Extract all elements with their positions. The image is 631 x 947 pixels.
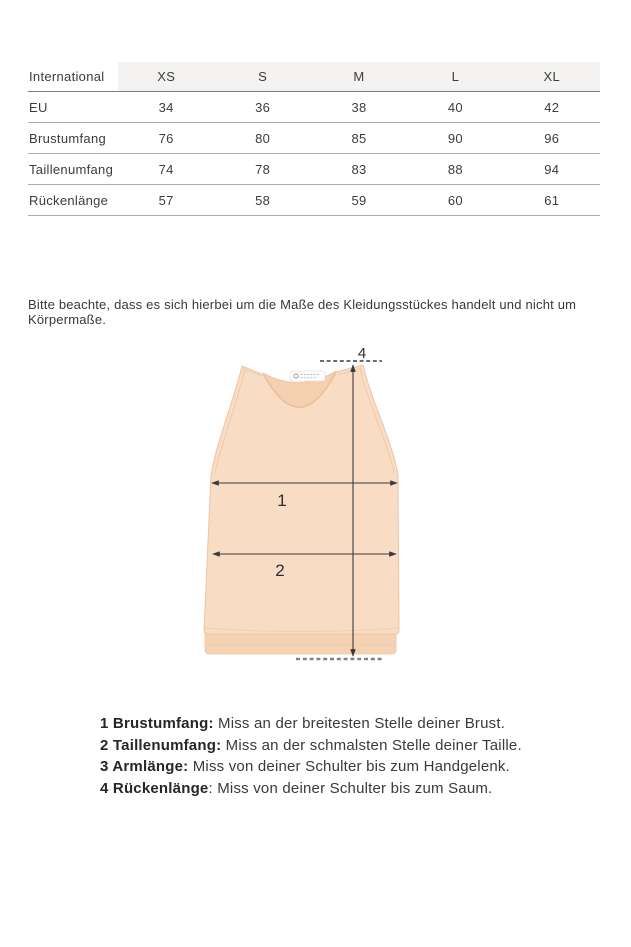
cell: 36 [255, 99, 271, 115]
marker-label-chest: 1 [277, 491, 287, 510]
cell: 74 [158, 161, 174, 177]
size-table-header-row [28, 62, 600, 92]
legend-item-taillenumfang [100, 735, 580, 757]
row-label: Rückenlänge [29, 192, 109, 208]
neck-label-tag [290, 371, 325, 381]
cell: 61 [544, 192, 560, 208]
marker-label-waist: 2 [275, 561, 285, 580]
garment-measurement-diagram [190, 345, 430, 675]
legend-definition: Miss an der breitesten Stelle deiner Brust. [213, 715, 506, 732]
legend-definition: Miss an der schmalsten Stelle deiner Taille. [221, 736, 522, 754]
legend-term: 4 Rückenlänge [100, 779, 209, 797]
legend-definition: : Miss von deiner Schulter bis zum Saum. [208, 779, 493, 797]
legend-term: 2 Taillenumfang: [100, 736, 222, 754]
marker-label-back-length: 4 [357, 345, 367, 362]
table-row-taillenumfang [28, 154, 600, 185]
cell: 42 [544, 99, 560, 115]
cell: 90 [447, 130, 463, 146]
size-table [28, 62, 600, 216]
header-size-l: L [407, 62, 503, 91]
row-label: Taillenumfang [29, 161, 114, 177]
cell: 76 [158, 130, 174, 146]
legend-item-rueckenlaenge [100, 778, 580, 800]
legend-term: 3 Armlänge: [100, 758, 189, 775]
cell: 85 [351, 130, 367, 146]
cell: 60 [447, 192, 463, 208]
row-label: EU [29, 99, 48, 115]
cell: 57 [158, 192, 174, 208]
legend-definition: Miss von deiner Schulter bis zum Handgelenk. [188, 758, 510, 775]
table-row-brustumfang [28, 123, 600, 154]
cell: 96 [544, 130, 560, 146]
cell: 38 [351, 99, 367, 115]
header-size-m: M [311, 62, 407, 91]
table-row-eu [28, 92, 600, 123]
tank-top-back-hem-layer [205, 632, 396, 654]
header-size-xl: XL [504, 62, 600, 91]
header-international: International [29, 69, 105, 84]
measurement-note: Bitte beachte, dass es sich hierbei um die Maße des Kleidungsstückes handelt und nicht um Körpermaße. [28, 297, 577, 327]
cell: 83 [351, 161, 367, 177]
row-label: Brustumfang [29, 130, 107, 146]
cell: 78 [255, 161, 271, 177]
cell: 58 [255, 192, 271, 208]
cell: 94 [544, 161, 560, 177]
measurement-legend [100, 713, 580, 799]
header-size-xs: XS [118, 62, 214, 91]
table-row-rueckenlaenge [28, 185, 600, 216]
header-size-s: S [214, 62, 310, 91]
cell: 34 [158, 99, 174, 115]
cell: 59 [351, 192, 367, 208]
legend-item-armlaenge [100, 756, 580, 778]
legend-term: 1 Brustumfang: [100, 715, 214, 732]
cell: 40 [447, 99, 463, 115]
legend-item-brustumfang [100, 713, 580, 735]
cell: 80 [255, 130, 271, 146]
cell: 88 [447, 161, 463, 177]
